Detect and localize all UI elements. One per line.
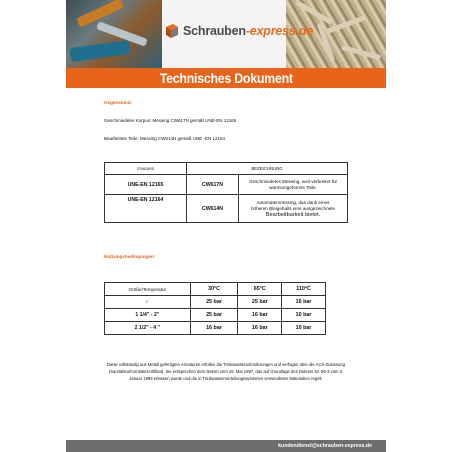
description-line: Geschmiedetes Messing, weit verbreitet für (248, 178, 338, 184)
header-cell: 110°C (282, 283, 326, 296)
table-row (105, 309, 326, 322)
footnote-line: (Sanitärkonformitätszertifikat). Sie entsprechen dem Dekret vom 29. Mai 1997, das auf Grundlage des Dekrets Nr. 89-3 vom 3. (108, 369, 344, 374)
description-line: warmumgeformte Teile. (269, 184, 317, 190)
size-cell: 1 1/4" - 2" (105, 309, 191, 322)
standards-table (104, 162, 348, 223)
subject-label: Gegenstand: (104, 100, 133, 105)
description-line: höheren Bleigehalts eine ausgezeichnete (250, 205, 336, 211)
table-row (105, 195, 348, 223)
material-cell: CW617N (187, 175, 239, 195)
table-header-row (105, 283, 326, 296)
compliance-footnote (86, 361, 366, 382)
footnote-line: Januar 1989 erlassen wurde und die in Trinkwasserverteilungssystemen verwendeten Materialien regelt. (129, 376, 323, 381)
description-line: Bearbeitbarkeit bietet. (265, 211, 321, 218)
description-cell (239, 195, 348, 223)
size-cell: 2 1/2" - 4 " (105, 322, 191, 335)
table-row (105, 322, 326, 335)
tools-photo (66, 0, 162, 68)
document-page (66, 0, 386, 452)
header-cell: 65°C (238, 283, 282, 296)
description-cell (239, 175, 348, 195)
header-description: BEZEICHNUNG (187, 163, 348, 175)
footer-bar (66, 440, 386, 452)
brand-logo[interactable] (164, 20, 313, 42)
description-line: Automatenmessing, das dank eines (256, 199, 330, 205)
page-title: Technisches Dokument (159, 70, 293, 86)
header-standard: STANDARD (105, 163, 187, 175)
header-banner (66, 0, 386, 68)
header-cell: 30°C (190, 283, 238, 296)
pressure-cell: 16 bar (190, 322, 238, 335)
table-row (105, 175, 348, 195)
body-line-2: Bearbeitete Teile: Messing CW614N gemäß UNE -EN 12164 (104, 136, 225, 141)
body-line-1: Geschmiedeter Korpus: Messing CW617N gemäß UNE-EN 12165 (104, 118, 237, 123)
title-bar (66, 68, 386, 88)
conditions-label: Nutzungsbedingungen: (104, 254, 156, 259)
standard-cell: UNE-EN 12165 (105, 175, 187, 195)
size-cell: 1" (105, 296, 191, 309)
table-header-row (105, 163, 348, 175)
pressure-cell: 25 bar (238, 296, 282, 309)
brand-name: Schrauben-express.de (183, 24, 314, 38)
pressure-cell: 10 bar (282, 309, 326, 322)
pressure-cell: 10 bar (282, 322, 326, 335)
pressure-cell: 25 bar (190, 296, 238, 309)
footnote-line: Diese vollständig aus Metall gefertigten Armaturen erfüllen die Trinkwasseranforderungen und verfügen über die ACS-Zulassung (107, 362, 345, 367)
pressure-cell: 16 bar (238, 309, 282, 322)
pressure-cell: 25 bar (190, 309, 238, 322)
bolt-logo-icon (164, 23, 180, 39)
standard-cell: UNE-EN 12164 (105, 195, 187, 223)
support-email-link[interactable]: kundendienst@schrauben-express.de (278, 443, 372, 449)
pressure-cell: 16 bar (282, 296, 326, 309)
material-cell: CW614N (187, 195, 239, 223)
table-row (105, 296, 326, 309)
pressure-cell: 16 bar (238, 322, 282, 335)
header-cell: Größe/Temperatur (105, 283, 191, 296)
conditions-table (104, 282, 326, 335)
